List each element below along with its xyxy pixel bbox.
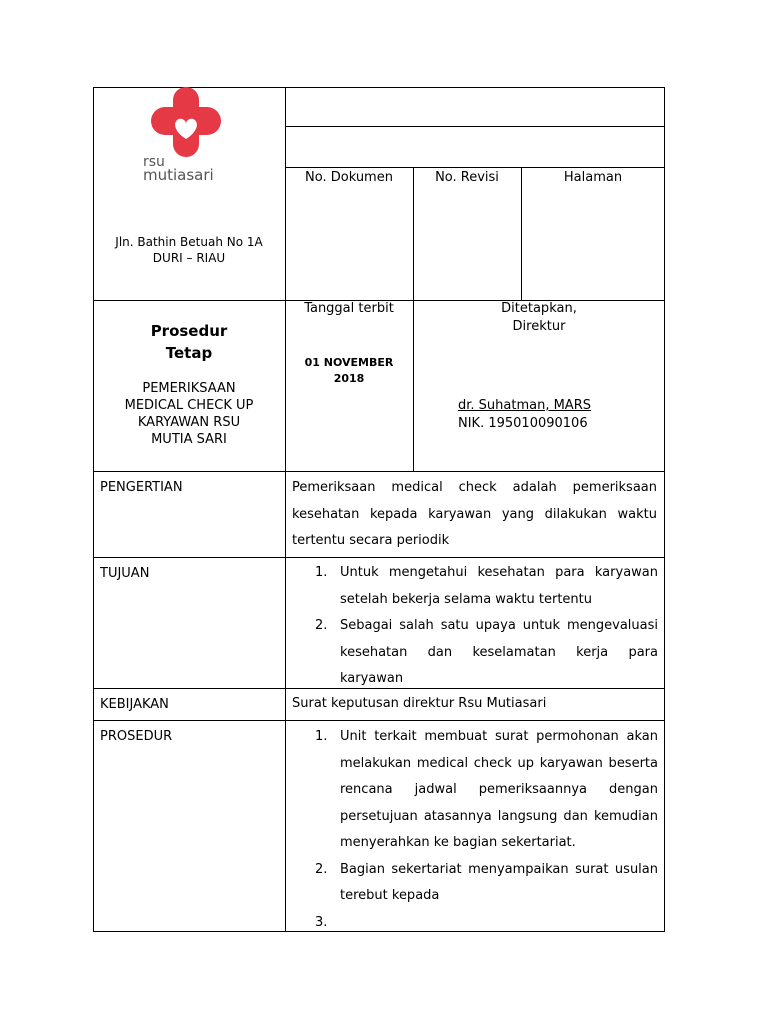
list-item-number: 1. [315,729,328,744]
prosedur-label: PROSEDUR [100,729,173,744]
column-divider [285,87,286,932]
sop-document [93,87,665,932]
prosedur-list [293,724,658,936]
title-row-bottom [93,471,665,472]
list-item-text: Unit terkait membuat surat permohonan akan melakukan medical check up karyawan beserta rencana jadwal pemeriksaannya dengan persetujuan atasannya langsung dan kemudian menyerahkan ke bagian sekertariat. [340,729,658,850]
subject-line-4: MUTIA SARI [151,432,227,447]
border-right [664,87,665,932]
list-item [293,560,658,613]
doc-col-divider-2 [521,167,522,300]
list-item [293,857,658,910]
header-row-line-1 [285,126,665,127]
tujuan-label: TUJUAN [100,566,150,581]
ditetapkan-label: Ditetapkan, [501,301,577,316]
direktur-label: Direktur [512,319,566,334]
list-item-number: 2. [315,618,328,633]
tanggal-terbit-year: 2018 [333,372,365,385]
kebijakan-text: Surat keputusan direktur Rsu Mutiasari [292,696,547,711]
signer-nik: NIK. 195010090106 [458,416,588,431]
subject-line-2: MEDICAL CHECK UP [124,398,254,413]
list-item-number: 3. [315,914,328,930]
kebijakan-label: KEBIJAKAN [100,697,169,712]
logo-text-mutiasari: mutiasari [143,166,214,184]
list-item-text: Bagian sekertariat menyampaikan surat usulan terebut kepada [340,861,658,903]
list-item [293,613,658,693]
no-revisi-label: No. Revisi [435,170,499,185]
pengertian-text: Pemeriksaan medical check adalah pemeriksaan kesehatan kepada karyawan yang dilakukan waktu tertentu secara periodik [292,480,657,548]
list-item-number: 2. [315,861,328,877]
kebijakan-row-bottom [93,720,665,721]
address-line-1: Jln. Bathin Betuah No 1A [115,235,263,249]
tanggal-terbit-date: 01 NOVEMBER [304,356,394,369]
tetap-title: Tetap [165,344,213,362]
halaman-label: Halaman [563,170,623,185]
logo-text-rsu: rsu [143,154,165,170]
border-left [93,87,94,932]
tujuan-list [293,560,658,693]
pengertian-label: PENGERTIAN [100,480,183,495]
header-row-line-2 [285,167,665,168]
signer-name: dr. Suhatman, MARS [458,398,591,413]
subject-line-1: PEMERIKSAAN [142,381,236,396]
list-item-text: Untuk mengetahui kesehatan para karyawan setelah bekerja selama waktu tertentu [340,565,658,607]
prosedur-title: Prosedur [150,322,228,340]
address-line-2: DURI – RIAU [152,251,226,265]
list-item-text: Sebagai salah satu upaya untuk mengevaluasi kesehatan dan keselamatan kerja para karyawan [340,618,658,686]
list-item-number: 1. [315,565,328,580]
list-item [293,910,658,936]
list-item [293,724,658,857]
cross-heart-icon [143,87,229,157]
subject-line-3: KARYAWAN RSU [137,415,241,430]
pengertian-row-bottom [93,557,665,558]
tanggal-terbit-label: Tanggal terbit [304,301,394,316]
no-dokumen-label: No. Dokumen [305,170,393,185]
